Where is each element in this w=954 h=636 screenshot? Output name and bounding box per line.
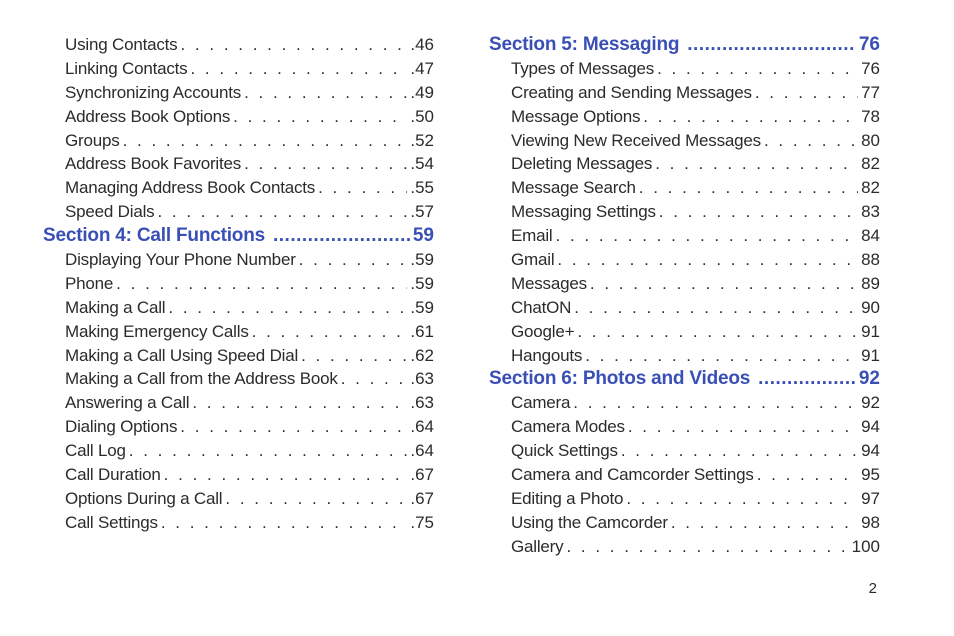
toc-entry-page: .64: [410, 441, 434, 461]
toc-entry-call-duration[interactable]: [43, 463, 434, 487]
toc-entry-chaton[interactable]: [489, 296, 880, 320]
toc-entry-title: Messaging Settings: [511, 202, 656, 222]
dot-leader: [758, 367, 856, 391]
toc-entry-quick-settings[interactable]: [489, 439, 880, 463]
dot-leader: [157, 200, 407, 224]
toc-entry-linking-contacts[interactable]: [43, 57, 434, 81]
toc-entry-title: Deleting Messages: [511, 154, 653, 174]
toc-left-column: [43, 33, 434, 535]
toc-entry-page: .63: [410, 369, 434, 389]
toc-entry-message-options[interactable]: [489, 105, 880, 129]
toc-entry-title: Using Contacts: [65, 35, 178, 54]
toc-entry-title: Camera and Camcorder Settings: [511, 465, 754, 485]
toc-entry-editing-a-photo[interactable]: [489, 487, 880, 511]
toc-entry-page: 95: [861, 465, 880, 485]
toc-entry-options-during-a-call[interactable]: [43, 487, 434, 511]
toc-entry-title: Dialing Options: [65, 417, 178, 437]
toc-entry-title: Message Options: [511, 106, 641, 126]
toc-entry-title: Viewing New Received Messages: [511, 130, 761, 150]
toc-entry-address-book-options[interactable]: [43, 105, 434, 129]
toc-entry-title: Making a Call: [65, 297, 166, 317]
toc-entry-displaying-your-phone-number[interactable]: [43, 248, 434, 272]
dot-leader: [626, 487, 858, 511]
dot-leader: [659, 200, 858, 224]
dot-leader: [590, 272, 858, 296]
toc-entry-page: 97: [861, 488, 880, 508]
toc-entry-page: 90: [861, 297, 880, 317]
toc-entry-page: 82: [861, 178, 880, 198]
toc-entry-making-a-call-using-speed-dial[interactable]: [43, 344, 434, 368]
dot-leader: [557, 248, 858, 272]
dot-leader: [639, 176, 858, 200]
toc-entry-title: Making a Call Using Speed Dial: [65, 345, 299, 365]
toc-entry-page: .49: [410, 82, 434, 102]
toc-entry-page: .64: [410, 417, 434, 437]
toc-entry-title: Gmail: [511, 250, 555, 270]
toc-entry-page: .67: [410, 465, 434, 485]
toc-entry-answering-a-call[interactable]: [43, 391, 434, 415]
dot-leader: [299, 248, 408, 272]
toc-entry-title: Message Search: [511, 178, 636, 198]
toc-entry-title: Address Book Favorites: [65, 154, 242, 174]
toc-entry-managing-address-book-contacts[interactable]: [43, 176, 434, 200]
dot-leader: [273, 224, 410, 248]
toc-entry-title: Quick Settings: [511, 441, 618, 461]
dot-leader: [164, 463, 408, 487]
toc-section-heading-section-5-messaging[interactable]: [489, 33, 880, 57]
dot-leader: [161, 511, 408, 535]
toc-entry-page: .50: [410, 106, 434, 126]
toc-entry-title: Section 5: Messaging: [489, 34, 680, 55]
toc-entry-call-settings[interactable]: [43, 511, 434, 535]
toc-entry-title: Phone: [65, 273, 114, 293]
toc-entry-camera-and-camcorder-settings[interactable]: [489, 463, 880, 487]
toc-entry-gmail[interactable]: [489, 248, 880, 272]
toc-entry-email[interactable]: [489, 224, 880, 248]
toc-entry-page: 59: [412, 225, 434, 247]
toc-entry-title: Managing Address Book Contacts: [65, 178, 316, 198]
toc-entry-speed-dials[interactable]: [43, 200, 434, 224]
toc-entry-making-a-call-from-the-address-book[interactable]: [43, 367, 434, 391]
toc-entry-messages[interactable]: [489, 272, 880, 296]
toc-entry-title: Camera: [511, 393, 571, 413]
toc-entry-title: Email: [511, 226, 553, 246]
toc-entry-page: .59: [410, 250, 434, 270]
toc-entry-page: .61: [410, 321, 434, 341]
toc-entry-page: .67: [410, 488, 434, 508]
toc-entry-page: 94: [861, 441, 880, 461]
toc-entry-title: Call Log: [65, 441, 126, 461]
dot-leader: [341, 367, 408, 391]
toc-entry-title: Address Book Options: [65, 106, 231, 126]
dot-leader: [577, 320, 858, 344]
toc-entry-message-search[interactable]: [489, 176, 880, 200]
toc-entry-page: 92: [861, 393, 880, 413]
toc-entry-page: 98: [861, 512, 880, 532]
toc-entry-page: .63: [410, 393, 434, 413]
toc-entry-page: .46: [410, 35, 434, 54]
dot-leader: [687, 33, 856, 57]
toc-entry-title: Displaying Your Phone Number: [65, 250, 296, 270]
dot-leader: [252, 320, 408, 344]
toc-entry-title: Speed Dials: [65, 202, 155, 222]
toc-entry-page: 100: [851, 536, 880, 556]
toc-entry-page: 76: [861, 58, 880, 78]
toc-entry-page: 78: [861, 106, 880, 126]
toc-section-heading-section-4-call-functions[interactable]: [43, 224, 434, 248]
toc-entry-page: .59: [410, 273, 434, 293]
toc-entry-title: Answering a Call: [65, 393, 190, 413]
toc-entry-title: Synchronizing Accounts: [65, 82, 242, 102]
toc-entry-making-a-call[interactable]: [43, 296, 434, 320]
toc-entry-using-contacts[interactable]: [43, 33, 434, 57]
toc-entry-title: Linking Contacts: [65, 58, 188, 78]
dot-leader: [190, 57, 407, 81]
toc-entry-page: 80: [861, 130, 880, 150]
toc-entry-google[interactable]: [489, 320, 880, 344]
toc-entry-phone[interactable]: [43, 272, 434, 296]
toc-entry-page: 83: [861, 202, 880, 222]
dot-leader: [757, 463, 858, 487]
toc-entry-page: .52: [410, 130, 434, 150]
toc-entry-using-the-camcorder[interactable]: [489, 511, 880, 535]
toc-entry-call-log[interactable]: [43, 439, 434, 463]
dot-leader: [556, 224, 859, 248]
toc-entry-page: .59: [410, 297, 434, 317]
toc-entry-page: 94: [861, 417, 880, 437]
toc-entry-title: Messages: [511, 273, 587, 293]
dot-leader: [621, 439, 858, 463]
dot-leader: [225, 487, 407, 511]
toc-entry-camera-modes[interactable]: [489, 415, 880, 439]
dot-leader: [643, 105, 858, 129]
dot-leader: [318, 176, 407, 200]
toc-entry-dialing-options[interactable]: [43, 415, 434, 439]
dot-leader: [233, 105, 407, 129]
toc-entry-title: Editing a Photo: [511, 488, 624, 508]
toc-entry-viewing-new-received-messages[interactable]: [489, 129, 880, 153]
page-number: 2: [868, 580, 877, 597]
toc-entry-creating-and-sending-messages[interactable]: [489, 81, 880, 105]
dot-leader: [755, 81, 858, 105]
dot-leader: [657, 57, 858, 81]
toc-entry-title: Making Emergency Calls: [65, 321, 249, 341]
dot-leader: [574, 296, 858, 320]
dot-leader: [192, 391, 407, 415]
dot-leader: [244, 81, 407, 105]
toc-entry-title: Hangouts: [511, 345, 583, 365]
toc-entry-hangouts[interactable]: [489, 344, 880, 368]
dot-leader: [655, 152, 858, 176]
toc-entry-page: 76: [858, 34, 880, 55]
toc-entry-page: 88: [861, 250, 880, 270]
toc-entry-page: 77: [861, 82, 880, 102]
toc-entry-title: Creating and Sending Messages: [511, 82, 752, 102]
toc-entry-page: 91: [861, 321, 880, 341]
dot-leader: [116, 272, 407, 296]
dot-leader: [168, 296, 407, 320]
toc-entry-deleting-messages[interactable]: [489, 152, 880, 176]
toc-entry-page: .55: [410, 178, 434, 198]
toc-entry-title: Gallery: [511, 536, 564, 556]
toc-entry-title: Types of Messages: [511, 58, 655, 78]
toc-entry-title: Camera Modes: [511, 417, 625, 437]
toc-entry-title: Section 4: Call Functions: [43, 225, 265, 247]
toc-section-heading-section-6-photos-and-videos[interactable]: [489, 367, 880, 391]
toc-entry-title: Call Settings: [65, 512, 158, 532]
dot-leader: [566, 535, 848, 559]
toc-entry-synchronizing-accounts[interactable]: [43, 81, 434, 105]
toc-entry-title: Google+: [511, 321, 575, 341]
dot-leader: [764, 129, 858, 153]
toc-entry-types-of-messages[interactable]: [489, 57, 880, 81]
dot-leader: [129, 439, 408, 463]
dot-leader: [301, 344, 407, 368]
toc-entry-page: 89: [861, 273, 880, 293]
toc-entry-title: ChatON: [511, 297, 572, 317]
toc-entry-page: .57: [410, 202, 434, 222]
toc-entry-page: .54: [410, 154, 434, 174]
toc-entry-messaging-settings[interactable]: [489, 200, 880, 224]
toc-entry-groups[interactable]: [43, 129, 434, 153]
toc-right-column: [489, 33, 880, 559]
toc-entry-title: Making a Call from the Address Book: [65, 369, 338, 389]
toc-entry-page: 82: [861, 154, 880, 174]
toc-entry-title: Using the Camcorder: [511, 512, 668, 532]
dot-leader: [585, 344, 858, 368]
toc-entry-address-book-favorites[interactable]: [43, 152, 434, 176]
toc-entry-page: 91: [861, 345, 880, 365]
toc-entry-title: Groups: [65, 130, 120, 150]
toc-entry-page: .75: [410, 512, 434, 532]
toc-entry-page: 92: [858, 368, 880, 390]
toc-entry-title: Options During a Call: [65, 488, 223, 508]
toc-entry-camera[interactable]: [489, 391, 880, 415]
toc-entry-making-emergency-calls[interactable]: [43, 320, 434, 344]
toc-entry-title: Section 6: Photos and Videos: [489, 368, 751, 390]
dot-leader: [573, 391, 858, 415]
dot-leader: [244, 152, 407, 176]
dot-leader: [180, 415, 407, 439]
dot-leader: [671, 511, 858, 535]
toc-entry-page: 84: [861, 226, 880, 246]
toc-entry-page: .62: [410, 345, 434, 365]
dot-leader: [180, 33, 407, 57]
dot-leader: [628, 415, 858, 439]
dot-leader: [123, 129, 408, 153]
toc-entry-gallery[interactable]: [489, 535, 880, 559]
toc-entry-page: .47: [410, 58, 434, 78]
toc-entry-title: Call Duration: [65, 465, 161, 485]
